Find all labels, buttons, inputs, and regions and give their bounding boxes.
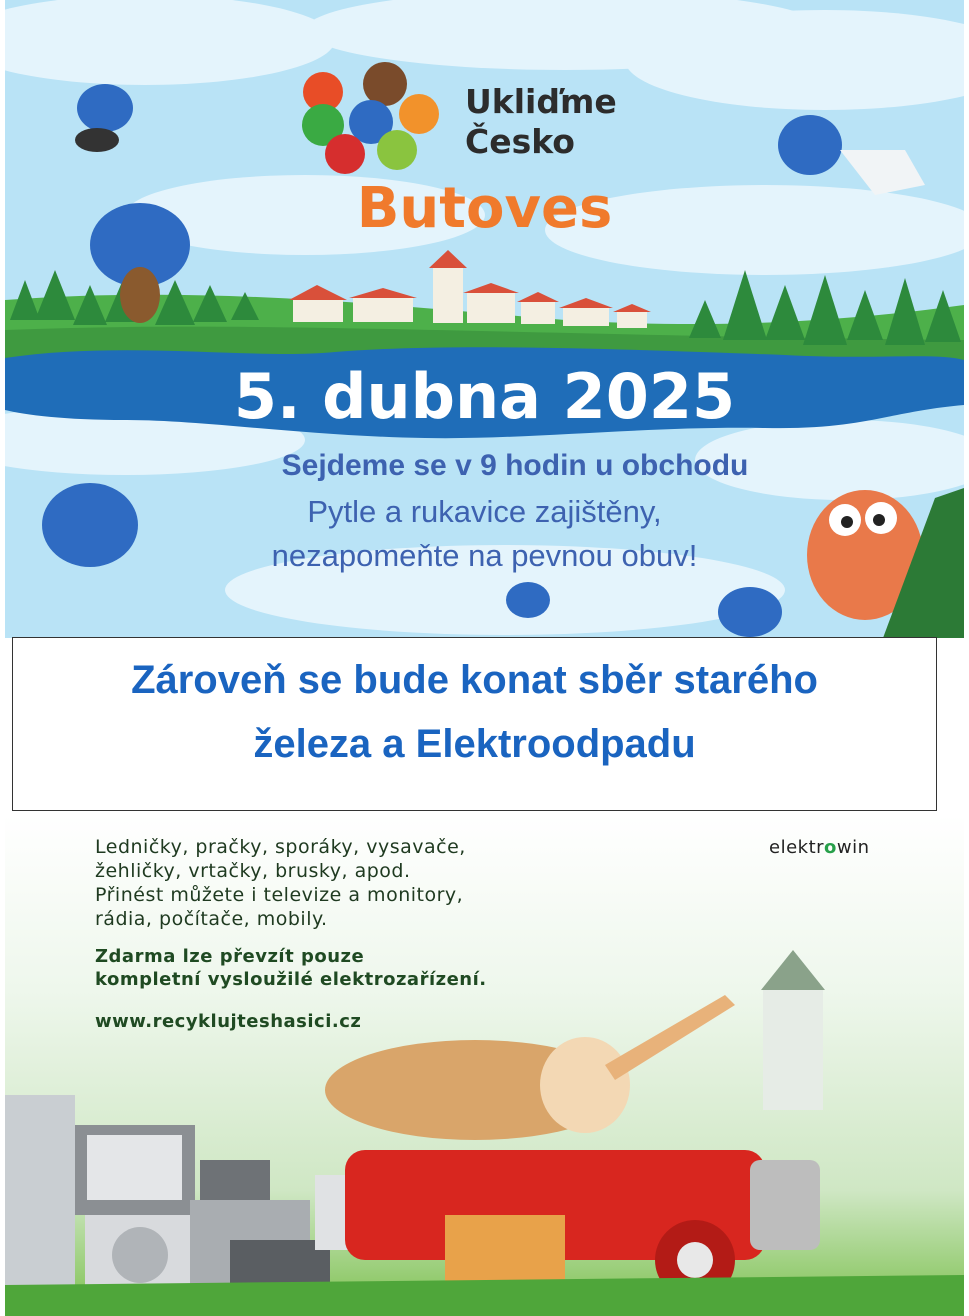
elektrowin-logo [769,837,870,858]
flyer-bold1: Zdarma lze převzít pouze [95,946,365,967]
cleanup-poster [5,0,964,638]
flyer-line3: Přinést můžete i televize a monitory, [95,884,464,906]
meeting-info: Sejdeme se v 9 hodin u obchodu [281,449,749,482]
flyer-line2: žehličky, vrtačky, brusky, apod. [95,860,411,882]
flyer-line4: rádia, počítače, mobily. [95,908,328,930]
flyer-bold2: kompletní vysloužilé elektrozařízení. [95,969,487,990]
notice-line1: Zároveň se bude konat sběr starého [131,658,818,702]
brand-o: o [824,837,837,858]
town-name: Butoves [356,176,613,241]
ukliďme-česko-logo [302,62,439,174]
note-line1: Pytle a rukavice zajištěny, [307,494,662,529]
note-line2: nezapomeňte na pevnou obuv! [271,538,698,573]
collection-notice [12,637,937,811]
flyer-website: www.recyklujteshasici.cz [95,1011,362,1032]
logo-wordmark [465,82,617,162]
logo-line2: Česko [465,122,575,161]
flyer-line1: Ledničky, pračky, sporáky, vysavače, [95,836,466,858]
recycling-flyer [5,815,964,1316]
notice-line2: železa a Elektroodpadu [253,722,696,766]
event-date: 5. dubna 2025 [233,360,736,433]
logo-line1: Ukliďme [465,82,617,121]
brand-post: win [836,837,870,858]
brand-pre: elektr [769,837,825,858]
